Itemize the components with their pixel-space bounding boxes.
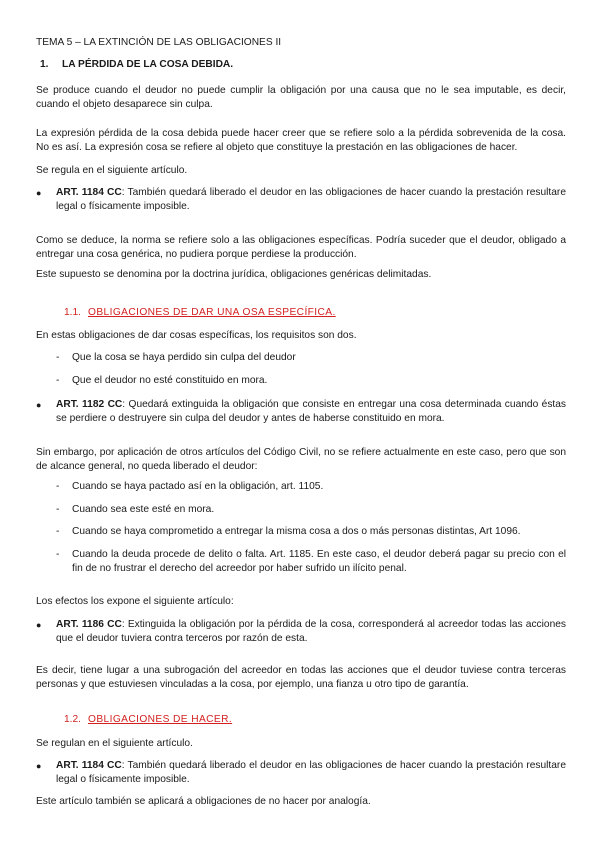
dash-marker: - [56, 481, 60, 492]
section-1-1-heading [64, 306, 564, 320]
article-ref: ART. 1184 CC [56, 760, 122, 771]
paragraph-1: Se produce cuando el deudor no puede cumplir la obligación por una causa que no le sea imputable, es decir, cuando el objeto desaparece sin culpa. [36, 85, 566, 110]
article-text: : También quedará liberado el deudor en las obligaciones de hacer cuando la prestación resultare legal o físicamente imposible. [56, 760, 566, 785]
dash-marker: - [56, 504, 60, 515]
section-1-heading [40, 58, 570, 72]
paragraph-11: Este artículo también se aplicará a obligaciones de no hacer por analogía. [36, 796, 371, 807]
paragraph-9: Es decir, tiene lugar a una subrogación del acreedor en todas las acciones que el deudor tuviese contra terceras personas y que estuviesen vinculadas a la cosa, por ejemplo, una fianza u otro tipo de garantía. [36, 665, 566, 690]
paragraph-7: Sin embargo, por aplicación de otros artículos del Código Civil, no se refiere actualmente en este caso, pero que son de alcance general, no queda liberado el deudor: [36, 447, 566, 472]
article-text: : Extinguida la obligación por la pérdida de la cosa, corresponderá al acreedor todas las acciones que el deudor tuviera contra terceros por razón de esta. [56, 619, 566, 644]
dash-marker: - [56, 526, 60, 537]
bullet-icon: ● [36, 620, 42, 630]
case-text: Cuando la deuda procede de delito o falta. Art. 1185. En este caso, el deudor deberá pagar su precio con el fin de no frustrar el derecho del acreedor por haber sufrido un ilícito penal. [72, 549, 566, 574]
article-ref: ART. 1182 CC [56, 399, 123, 410]
paragraph-2: La expresión pérdida de la cosa debida puede hacer creer que se refiere solo a la pérdida sobrevenida de la cosa. No es así. La expresión cosa se refiere al objeto que constituye la prestación en las obligaciones de hacer. [36, 128, 566, 153]
paragraph-6: En estas obligaciones de dar cosas específicas, los requisitos son dos. [36, 330, 357, 341]
bullet-icon: ● [36, 188, 42, 198]
section-1-1-number: 1.1. [64, 307, 81, 318]
section-1-2-title: OBLIGACIONES DE HACER. [88, 714, 233, 725]
dash-marker: - [56, 375, 60, 386]
paragraph-3: Se regula en el siguiente artículo. [36, 165, 188, 176]
section-1-2-heading [64, 713, 564, 727]
case-text: Cuando se haya pactado así en la obligación, art. 1105. [72, 481, 324, 492]
dash-marker: - [56, 352, 60, 363]
section-1-number: 1. [40, 59, 49, 70]
requirement-text: Que el deudor no esté constituido en mora. [72, 375, 268, 386]
article-ref: ART. 1184 CC [56, 187, 122, 198]
paragraph-4: Como se deduce, la norma se refiere solo a las obligaciones específicas. Podría suceder que el deudor, obligado a entregar una cosa genérica, no pudiera porque perdiese la producción. [36, 235, 566, 260]
bullet-icon: ● [36, 400, 42, 410]
document-title: TEMA 5 – LA EXTINCIÓN DE LAS OBLIGACIONES II [36, 37, 282, 48]
paragraph-8: Los efectos los expone el siguiente artículo: [36, 596, 234, 607]
paragraph-5: Este supuesto se denomina por la doctrina jurídica, obligaciones genéricas delimitadas. [36, 269, 432, 280]
requirement-text: Que la cosa se haya perdido sin culpa del deudor [72, 352, 296, 363]
section-1-2-number: 1.2. [64, 714, 81, 725]
section-1-title: LA PÉRDIDA DE LA COSA DEBIDA. [62, 59, 234, 70]
article-ref: ART. 1186 CC [56, 619, 122, 630]
section-1-1-title: OBLIGACIONES DE DAR UNA OSA ESPECÍFICA. [88, 307, 336, 318]
case-text: Cuando se haya comprometido a entregar la misma cosa a dos o más personas distintas, Art 1096. [72, 526, 521, 537]
case-text: Cuando sea este esté en mora. [72, 504, 215, 515]
article-text: : Quedará extinguida la obligación que consiste en entregar una cosa determinada cuando éstas se perdiere o destruyere sin culpa del deudor y antes de haberse constituido en mora. [56, 399, 566, 424]
bullet-icon: ● [36, 761, 42, 771]
dash-marker: - [56, 549, 60, 560]
article-text: : También quedará liberado el deudor en las obligaciones de hacer cuando la prestación resultare legal o físicamente imposible. [56, 187, 566, 212]
paragraph-10: Se regulan en el siguiente artículo. [36, 738, 193, 749]
